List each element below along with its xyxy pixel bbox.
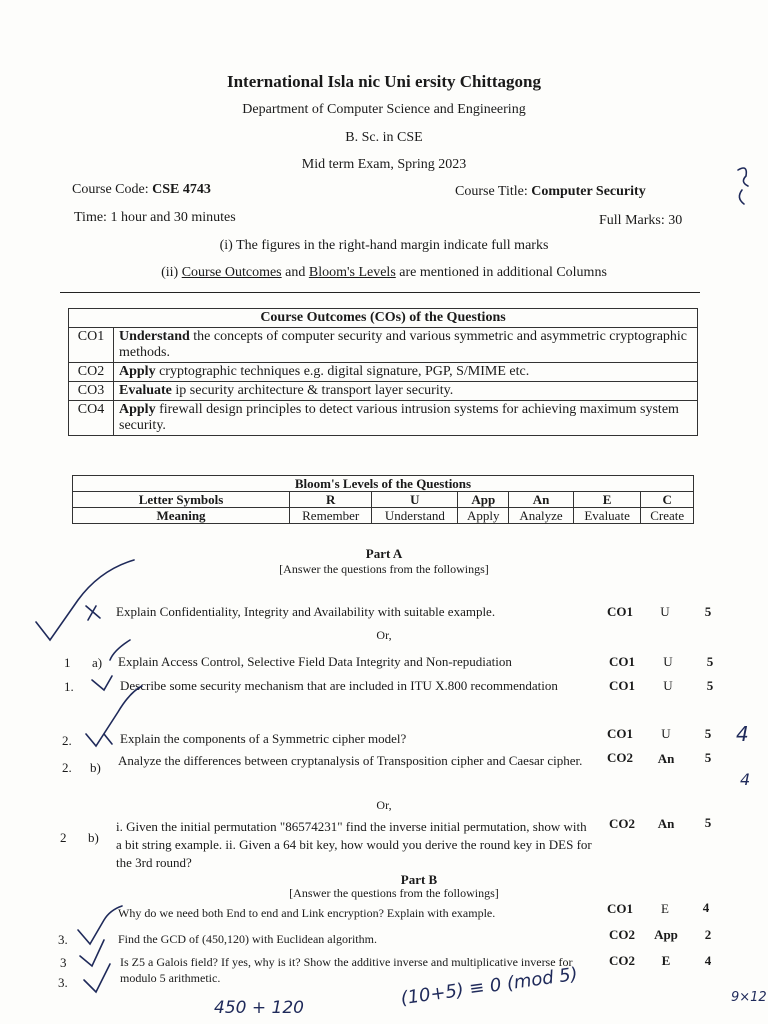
co-text: the concepts of computer security and various symmetric and asymmetric cryptographic methods. xyxy=(119,329,688,360)
course-title-value: Computer Security xyxy=(531,184,646,199)
course-code-value: CSE 4743 xyxy=(152,182,211,197)
question-marks: 4 xyxy=(704,953,712,968)
question-number: 2. xyxy=(62,760,72,775)
question-marks: 5 xyxy=(704,726,712,741)
question-level: E xyxy=(661,953,671,968)
question-number: 3. xyxy=(58,975,68,990)
course-code-label: Course Code: xyxy=(72,182,149,197)
bloom-meaning: Remember xyxy=(290,508,372,524)
handwritten-note: 4 xyxy=(740,770,751,789)
bloom-symbol: U xyxy=(372,492,458,508)
co-id: CO4 xyxy=(69,401,114,436)
co-id: CO3 xyxy=(69,382,114,401)
question-marks: 4 xyxy=(702,900,710,915)
question-number: 3 xyxy=(60,955,67,970)
question-number: 3. xyxy=(58,932,68,947)
co-table-title: Course Outcomes (COs) of the Questions xyxy=(69,309,698,328)
full-marks: Full Marks: 30 xyxy=(599,213,683,228)
question-level: U xyxy=(660,604,670,619)
question-text: Describe some security mechanism that are included in ITU X.800 recommendation xyxy=(120,678,558,693)
question-co: CO2 xyxy=(609,927,635,942)
co-verb: Apply xyxy=(119,402,156,417)
question-text: Analyze the differences between cryptanalysis of Transposition cipher and Caesar cipher. xyxy=(118,753,583,768)
bloom-meaning: Understand xyxy=(372,508,458,524)
co-text: firewall design principles to detect various intrusion systems for achieving maximum system security. xyxy=(119,402,679,433)
question-level: E xyxy=(661,901,669,916)
bloom-symbol: E xyxy=(573,492,640,508)
question-level: U xyxy=(661,726,671,741)
co-id: CO1 xyxy=(69,328,114,363)
question-text: Is Z5 a Galois field? If yes, why is it? Show the additive inverse and multiplicative inverse for modulo 5 arithmetic. xyxy=(120,955,573,985)
note2-bloom: Bloom's Levels xyxy=(308,265,396,280)
handwritten-note: 450 + 120 xyxy=(214,998,304,1018)
co-id: CO2 xyxy=(69,363,114,382)
question-sub: b) xyxy=(88,830,99,845)
question-marks: 2 xyxy=(704,927,712,942)
question-number: 1 xyxy=(64,655,71,670)
question-number: 1. xyxy=(64,679,74,694)
question-level: An xyxy=(657,751,675,766)
question-text: Why do we need both End to end and Link encryption? Explain with example. xyxy=(118,906,496,920)
or-separator: Or, xyxy=(376,628,392,642)
question-marks: 5 xyxy=(706,654,714,669)
or-separator: Or, xyxy=(376,798,392,812)
handwritten-note: 9×12 xyxy=(731,990,767,1005)
note2-suffix: are mentioned in additional Columns xyxy=(399,265,607,280)
question-level: App xyxy=(654,927,678,942)
part-b-instruction: [Answer the questions from the followings] xyxy=(289,886,499,900)
note2-co: Course Outcomes xyxy=(181,265,282,280)
question-text: Find the GCD of (450,120) with Euclidean algorithm. xyxy=(118,932,377,946)
part-a-instruction: [Answer the questions from the followings] xyxy=(279,562,489,576)
question-level: An xyxy=(657,816,675,831)
bloom-symbol: App xyxy=(458,492,509,508)
question-co: CO2 xyxy=(609,816,635,831)
question-co: CO1 xyxy=(607,901,633,916)
question-marks: 5 xyxy=(706,678,714,693)
co-text: cryptographic techniques e.g. digital signature, PGP, S/MIME etc. xyxy=(159,364,530,379)
question-number: 2. xyxy=(62,733,72,748)
bloom-symbol: R xyxy=(290,492,372,508)
question-co: CO2 xyxy=(609,953,635,968)
bloom-meaning: Analyze xyxy=(509,508,574,524)
part-a-title: Part A xyxy=(365,546,403,561)
bloom-meaning: Apply xyxy=(458,508,509,524)
question-sub: a) xyxy=(92,655,103,670)
question-text: Explain the components of a Symmetric cipher model? xyxy=(120,731,407,746)
department-name: Department of Computer Science and Engineering xyxy=(242,102,526,117)
question-sub: b) xyxy=(90,760,101,775)
university-name: International Isla nic Uni ersity Chittagong xyxy=(226,72,542,91)
question-co: CO1 xyxy=(609,678,635,693)
question-co: CO1 xyxy=(607,604,633,619)
bloom-symbol: C xyxy=(641,492,694,508)
question-level: U xyxy=(663,678,673,693)
question-number: 2 xyxy=(60,830,67,845)
bloom-meaning: Create xyxy=(641,508,694,524)
co-verb: Understand xyxy=(119,329,190,344)
part-b-title: Part B xyxy=(400,872,438,887)
note2-prefix: (ii) xyxy=(161,265,179,280)
course-title-label: Course Title: xyxy=(455,184,528,199)
question-co: CO2 xyxy=(607,750,633,765)
question-text: i. Given the initial permutation "86574231" find the inverse initial permutation, show with a bit string example. ii. Given a 64 bit key, how would you derive the round key in DES for the 3rd round? xyxy=(116,819,592,870)
exam-name: Mid term Exam, Spring 2023 xyxy=(301,157,467,172)
program-name: B. Sc. in CSE xyxy=(345,130,423,145)
bloom-meaning: Evaluate xyxy=(573,508,640,524)
exam-time: Time: 1 hour and 30 minutes xyxy=(74,210,236,225)
bloom-row-label: Letter Symbols xyxy=(73,492,290,508)
handwritten-note: (10+5) ≡ 0 (mod 5) xyxy=(399,963,579,1010)
question-co: CO1 xyxy=(607,726,633,741)
co-verb: Apply xyxy=(119,364,156,379)
question-level: U xyxy=(663,654,673,669)
bloom-symbol: An xyxy=(509,492,574,508)
question-marks: 5 xyxy=(704,750,712,765)
question-text: Explain Access Control, Selective Field Data Integrity and Non-repudiation xyxy=(118,654,512,669)
bloom-row-label: Meaning xyxy=(73,508,290,524)
question-marks: 5 xyxy=(704,815,712,830)
question-co: CO1 xyxy=(609,654,635,669)
note2-mid: and xyxy=(285,265,306,280)
co-verb: Evaluate xyxy=(119,383,172,398)
note-marks: (i) The figures in the right-hand margin indicate full marks xyxy=(219,238,549,253)
question-marks: 5 xyxy=(704,604,712,619)
co-text: ip security architecture & transport layer security. xyxy=(175,383,454,398)
bloom-table-title: Bloom's Levels of the Questions xyxy=(73,476,694,492)
handwritten-note: 4 xyxy=(736,722,749,746)
question-text: Explain Confidentiality, Integrity and Availability with suitable example. xyxy=(116,604,496,619)
